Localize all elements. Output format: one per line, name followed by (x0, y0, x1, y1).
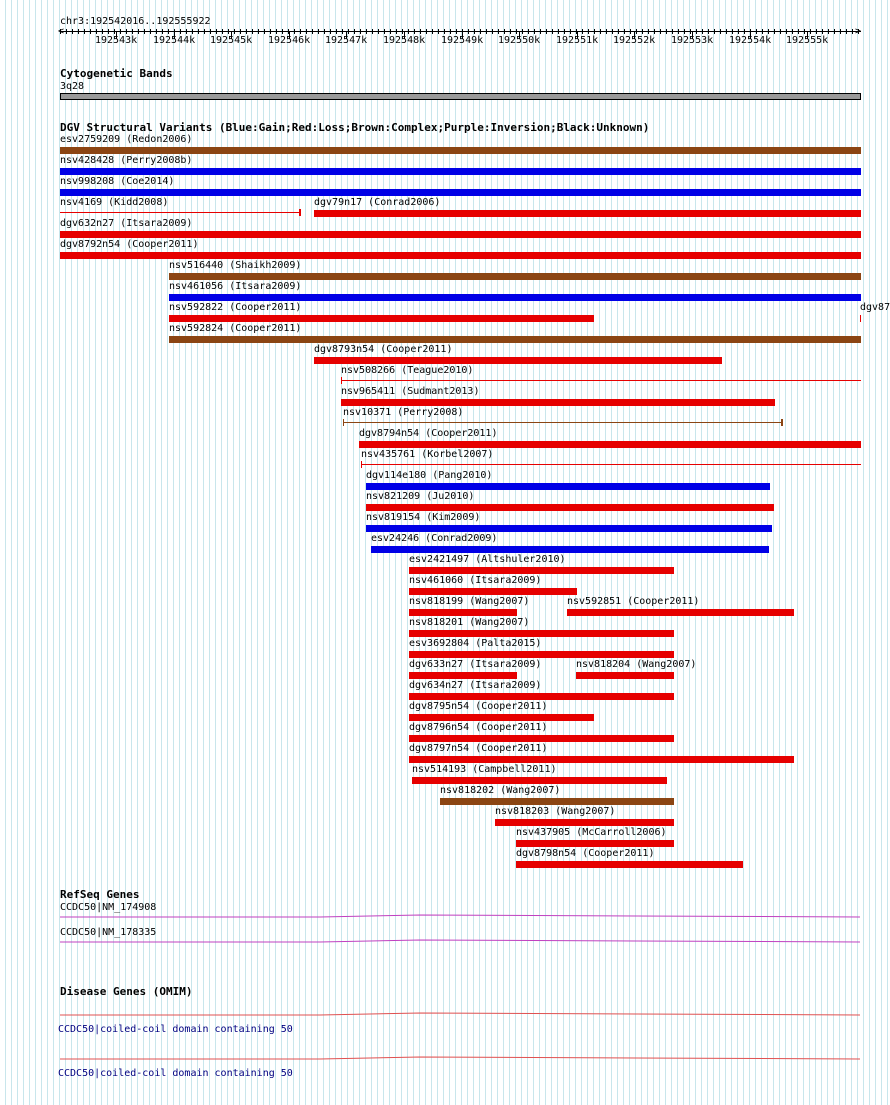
refseq-gene-label-2[interactable]: CCDC50|NM_178335 (60, 927, 157, 938)
refseq-gene-label-1[interactable]: CCDC50|NM_174908 (60, 902, 157, 913)
variant-label[interactable]: nsv508266 (Teague2010) (341, 365, 474, 376)
refseq-track-title[interactable]: RefSeq Genes (60, 888, 140, 901)
variant-label[interactable]: dgv8795n54 (Cooper2011) (409, 701, 548, 712)
refseq-gene-line-2[interactable] (60, 940, 860, 942)
ruler-major-label: 192548k (383, 35, 426, 46)
variant-label[interactable]: dgv632n27 (Itsara2009) (60, 218, 193, 229)
variant-label[interactable]: esv2421497 (Altshuler2010) (409, 554, 566, 565)
variant-label[interactable]: dgv634n27 (Itsara2009) (409, 680, 542, 691)
variant-label[interactable]: nsv592851 (Cooper2011) (567, 596, 700, 607)
variant-label[interactable]: nsv818203 (Wang2007) (495, 806, 616, 817)
ruler-left-arrow: < (58, 26, 65, 37)
variant-label[interactable]: nsv4169 (Kidd2008) (60, 197, 169, 208)
variant-label[interactable]: dgv87 (860, 302, 890, 313)
ruler-major-label: 192546k (268, 35, 311, 46)
omim-gene-line-2[interactable] (60, 1057, 860, 1059)
variant-label[interactable]: nsv818204 (Wang2007) (576, 659, 697, 670)
ruler-right-arrow: > (855, 26, 862, 37)
ruler-major-label: 192555k (786, 35, 829, 46)
ruler-major-label: 192549k (441, 35, 484, 46)
ruler-range-label: chr3:192542016..192555922 (60, 16, 211, 27)
variant-label[interactable]: dgv8794n54 (Cooper2011) (359, 428, 498, 439)
ruler-major-label: 192545k (210, 35, 253, 46)
variant-label[interactable]: esv2759209 (Redon2006) (60, 134, 193, 145)
refseq-gene-line-1[interactable] (60, 915, 860, 917)
variant-label[interactable]: dgv8796n54 (Cooper2011) (409, 722, 548, 733)
variant-label[interactable]: nsv437905 (McCarroll2006) (516, 827, 667, 838)
variant-label[interactable]: nsv818201 (Wang2007) (409, 617, 530, 628)
variant-label[interactable]: nsv461060 (Itsara2009) (409, 575, 542, 586)
ruler-major-label: 192543k (95, 35, 138, 46)
ruler-major-label: 192547k (325, 35, 368, 46)
variant-label[interactable]: dgv8792n54 (Cooper2011) (60, 239, 199, 250)
variant-label[interactable]: nsv10371 (Perry2008) (343, 407, 464, 418)
variant-label[interactable]: nsv998208 (Coe2014) (60, 176, 175, 187)
variant-label[interactable]: nsv516440 (Shaikh2009) (169, 260, 302, 271)
ruler-major-label: 192554k (729, 35, 772, 46)
variant-label[interactable]: nsv428428 (Perry2008b) (60, 155, 193, 166)
cytoband-label: 3q28 (60, 81, 85, 92)
variant-label[interactable]: dgv8797n54 (Cooper2011) (409, 743, 548, 754)
omim-gene-label-1[interactable]: CCDC50|coiled-coil domain containing 50 (58, 1024, 293, 1035)
variant-label[interactable]: nsv818199 (Wang2007) (409, 596, 530, 607)
variant-label[interactable]: dgv633n27 (Itsara2009) (409, 659, 542, 670)
variant-label[interactable]: dgv79n17 (Conrad2006) (314, 197, 441, 208)
variant-label[interactable]: esv3692804 (Palta2015) (409, 638, 542, 649)
variant-label[interactable]: dgv114e180 (Pang2010) (366, 470, 493, 481)
variant-label[interactable]: nsv965411 (Sudmant2013) (341, 386, 480, 397)
variant-label[interactable]: nsv818202 (Wang2007) (440, 785, 561, 796)
ruler-major-label: 192551k (556, 35, 599, 46)
ruler-major-label: 192552k (613, 35, 656, 46)
ruler-major-label: 192553k (671, 35, 714, 46)
variant-label[interactable]: nsv592822 (Cooper2011) (169, 302, 302, 313)
variant-label[interactable]: dgv8793n54 (Cooper2011) (314, 344, 453, 355)
omim-track-title[interactable]: Disease Genes (OMIM) (60, 985, 193, 998)
variant-label[interactable]: nsv461056 (Itsara2009) (169, 281, 302, 292)
variant-label[interactable]: nsv592824 (Cooper2011) (169, 323, 302, 334)
omim-gene-line-1[interactable] (60, 1013, 860, 1015)
variant-label[interactable]: nsv514193 (Campbell2011) (412, 764, 557, 775)
variant-label[interactable]: dgv8798n54 (Cooper2011) (516, 848, 655, 859)
omim-gene-label-2[interactable]: CCDC50|coiled-coil domain containing 50 (58, 1068, 293, 1079)
ruler-major-label: 192544k (153, 35, 196, 46)
variant-label[interactable]: esv24246 (Conrad2009) (371, 533, 498, 544)
ruler-major-label: 192550k (498, 35, 541, 46)
variant-label[interactable]: nsv435761 (Korbel2007) (361, 449, 494, 460)
variant-label[interactable]: nsv821209 (Ju2010) (366, 491, 475, 502)
dgv-track-title[interactable]: DGV Structural Variants (Blue:Gain;Red:Loss;Brown:Complex;Purple:Inversion;Black:Unknown) (60, 121, 650, 134)
variant-label[interactable]: nsv819154 (Kim2009) (366, 512, 481, 523)
cytoband-track-title[interactable]: Cytogenetic Bands (60, 67, 173, 80)
